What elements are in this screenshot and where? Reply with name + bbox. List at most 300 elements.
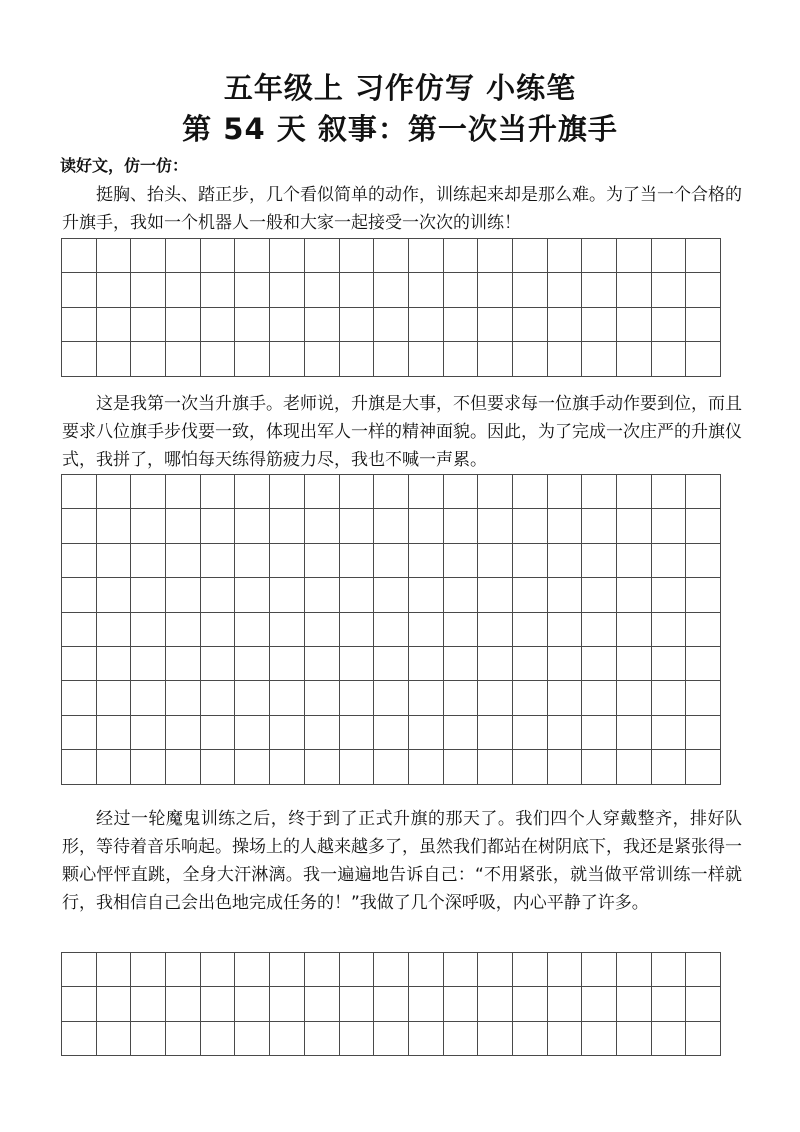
grid-cell[interactable]: [270, 342, 305, 376]
grid-cell[interactable]: [339, 953, 374, 987]
grid-cell[interactable]: [166, 612, 201, 646]
grid-cell[interactable]: [408, 750, 443, 784]
grid-cell[interactable]: [651, 273, 686, 307]
grid-cell[interactable]: [582, 681, 617, 715]
grid-cell[interactable]: [443, 239, 478, 273]
grid-cell[interactable]: [270, 475, 305, 509]
grid-cell[interactable]: [651, 578, 686, 612]
grid-cell[interactable]: [131, 646, 166, 680]
grid-cell[interactable]: [547, 475, 582, 509]
grid-cell[interactable]: [651, 475, 686, 509]
grid-cell[interactable]: [235, 681, 270, 715]
grid-cell[interactable]: [686, 475, 721, 509]
grid-cell[interactable]: [96, 307, 131, 341]
grid-cell[interactable]: [443, 646, 478, 680]
grid-cell[interactable]: [478, 509, 513, 543]
grid-cell[interactable]: [582, 509, 617, 543]
grid-cell[interactable]: [512, 509, 547, 543]
grid-cell[interactable]: [408, 509, 443, 543]
grid-cell[interactable]: [617, 1021, 652, 1055]
grid-cell[interactable]: [96, 715, 131, 749]
grid-cell[interactable]: [478, 715, 513, 749]
grid-cell[interactable]: [408, 273, 443, 307]
grid-cell[interactable]: [512, 307, 547, 341]
grid-cell[interactable]: [96, 239, 131, 273]
grid-cell[interactable]: [374, 750, 409, 784]
grid-cell[interactable]: [617, 646, 652, 680]
grid-cell[interactable]: [270, 543, 305, 577]
grid-cell[interactable]: [200, 543, 235, 577]
grid-cell[interactable]: [617, 681, 652, 715]
grid-cell[interactable]: [617, 475, 652, 509]
grid-cell[interactable]: [270, 646, 305, 680]
grid-cell[interactable]: [512, 273, 547, 307]
grid-cell[interactable]: [374, 953, 409, 987]
grid-cell[interactable]: [582, 543, 617, 577]
grid-cell[interactable]: [96, 475, 131, 509]
grid-cell[interactable]: [270, 750, 305, 784]
grid-cell[interactable]: [443, 715, 478, 749]
grid-cell[interactable]: [96, 342, 131, 376]
grid-cell[interactable]: [408, 543, 443, 577]
grid-cell[interactable]: [200, 273, 235, 307]
grid-cell[interactable]: [374, 239, 409, 273]
grid-cell[interactable]: [166, 307, 201, 341]
grid-cell[interactable]: [131, 715, 166, 749]
grid-cell[interactable]: [443, 273, 478, 307]
grid-cell[interactable]: [408, 646, 443, 680]
grid-cell[interactable]: [374, 987, 409, 1021]
grid-cell[interactable]: [582, 307, 617, 341]
grid-cell[interactable]: [304, 273, 339, 307]
grid-cell[interactable]: [478, 578, 513, 612]
grid-cell[interactable]: [408, 307, 443, 341]
grid-cell[interactable]: [339, 646, 374, 680]
grid-cell[interactable]: [617, 612, 652, 646]
grid-cell[interactable]: [686, 681, 721, 715]
grid-cell[interactable]: [651, 1021, 686, 1055]
grid-cell[interactable]: [374, 612, 409, 646]
grid-cell[interactable]: [270, 509, 305, 543]
grid-cell[interactable]: [235, 750, 270, 784]
grid-cell[interactable]: [478, 750, 513, 784]
grid-cell[interactable]: [166, 646, 201, 680]
grid-cell[interactable]: [512, 239, 547, 273]
grid-cell[interactable]: [512, 475, 547, 509]
grid-cell[interactable]: [478, 239, 513, 273]
grid-cell[interactable]: [512, 646, 547, 680]
grid-cell[interactable]: [547, 750, 582, 784]
grid-cell[interactable]: [374, 1021, 409, 1055]
grid-cell[interactable]: [582, 612, 617, 646]
grid-cell[interactable]: [96, 273, 131, 307]
grid-cell[interactable]: [547, 239, 582, 273]
grid-cell[interactable]: [582, 750, 617, 784]
grid-cell[interactable]: [547, 1021, 582, 1055]
grid-cell[interactable]: [582, 953, 617, 987]
grid-cell[interactable]: [617, 750, 652, 784]
grid-cell[interactable]: [270, 953, 305, 987]
grid-cell[interactable]: [547, 646, 582, 680]
grid-cell[interactable]: [235, 578, 270, 612]
grid-cell[interactable]: [651, 646, 686, 680]
grid-cell[interactable]: [96, 646, 131, 680]
grid-cell[interactable]: [686, 612, 721, 646]
grid-cell[interactable]: [617, 578, 652, 612]
grid-cell[interactable]: [235, 1021, 270, 1055]
grid-cell[interactable]: [166, 342, 201, 376]
grid-cell[interactable]: [270, 715, 305, 749]
grid-cell[interactable]: [686, 273, 721, 307]
grid-cell[interactable]: [96, 750, 131, 784]
grid-cell[interactable]: [547, 307, 582, 341]
grid-cell[interactable]: [374, 578, 409, 612]
grid-cell[interactable]: [235, 715, 270, 749]
grid-cell[interactable]: [512, 953, 547, 987]
grid-cell[interactable]: [131, 578, 166, 612]
grid-cell[interactable]: [686, 953, 721, 987]
grid-cell[interactable]: [304, 475, 339, 509]
grid-cell[interactable]: [62, 612, 97, 646]
grid-cell[interactable]: [62, 273, 97, 307]
grid-cell[interactable]: [547, 509, 582, 543]
grid-cell[interactable]: [443, 342, 478, 376]
grid-cell[interactable]: [512, 612, 547, 646]
grid-cell[interactable]: [62, 578, 97, 612]
grid-cell[interactable]: [478, 307, 513, 341]
grid-cell[interactable]: [512, 578, 547, 612]
grid-cell[interactable]: [443, 953, 478, 987]
grid-cell[interactable]: [686, 342, 721, 376]
grid-cell[interactable]: [166, 750, 201, 784]
grid-cell[interactable]: [686, 1021, 721, 1055]
grid-cell[interactable]: [374, 307, 409, 341]
grid-cell[interactable]: [304, 239, 339, 273]
grid-cell[interactable]: [235, 273, 270, 307]
grid-cell[interactable]: [374, 681, 409, 715]
grid-cell[interactable]: [547, 681, 582, 715]
grid-cell[interactable]: [304, 750, 339, 784]
grid-cell[interactable]: [96, 953, 131, 987]
grid-cell[interactable]: [408, 578, 443, 612]
grid-cell[interactable]: [166, 273, 201, 307]
grid-cell[interactable]: [62, 239, 97, 273]
grid-cell[interactable]: [582, 715, 617, 749]
grid-cell[interactable]: [200, 681, 235, 715]
grid-cell[interactable]: [478, 681, 513, 715]
grid-cell[interactable]: [96, 578, 131, 612]
grid-cell[interactable]: [339, 475, 374, 509]
grid-cell[interactable]: [408, 953, 443, 987]
grid-cell[interactable]: [686, 646, 721, 680]
grid-cell[interactable]: [478, 1021, 513, 1055]
grid-cell[interactable]: [166, 578, 201, 612]
grid-cell[interactable]: [166, 681, 201, 715]
grid-cell[interactable]: [270, 681, 305, 715]
grid-cell[interactable]: [166, 543, 201, 577]
grid-cell[interactable]: [304, 342, 339, 376]
grid-cell[interactable]: [200, 612, 235, 646]
grid-cell[interactable]: [131, 307, 166, 341]
grid-cell[interactable]: [582, 1021, 617, 1055]
grid-cell[interactable]: [686, 239, 721, 273]
grid-cell[interactable]: [339, 715, 374, 749]
grid-cell[interactable]: [200, 987, 235, 1021]
grid-cell[interactable]: [547, 273, 582, 307]
grid-cell[interactable]: [582, 578, 617, 612]
grid-cell[interactable]: [62, 987, 97, 1021]
grid-cell[interactable]: [200, 239, 235, 273]
writing-grid-3[interactable]: [61, 952, 721, 1056]
grid-cell[interactable]: [686, 987, 721, 1021]
grid-cell[interactable]: [339, 509, 374, 543]
grid-cell[interactable]: [408, 342, 443, 376]
grid-cell[interactable]: [408, 715, 443, 749]
grid-cell[interactable]: [374, 342, 409, 376]
grid-cell[interactable]: [651, 543, 686, 577]
grid-cell[interactable]: [166, 239, 201, 273]
grid-cell[interactable]: [408, 1021, 443, 1055]
grid-cell[interactable]: [131, 612, 166, 646]
grid-cell[interactable]: [478, 953, 513, 987]
grid-cell[interactable]: [339, 612, 374, 646]
grid-cell[interactable]: [512, 987, 547, 1021]
grid-cell[interactable]: [200, 646, 235, 680]
grid-cell[interactable]: [270, 578, 305, 612]
grid-cell[interactable]: [478, 273, 513, 307]
grid-cell[interactable]: [651, 987, 686, 1021]
grid-cell[interactable]: [651, 509, 686, 543]
grid-cell[interactable]: [686, 509, 721, 543]
grid-cell[interactable]: [478, 646, 513, 680]
grid-cell[interactable]: [651, 307, 686, 341]
grid-cell[interactable]: [235, 475, 270, 509]
grid-cell[interactable]: [339, 750, 374, 784]
grid-cell[interactable]: [131, 681, 166, 715]
grid-cell[interactable]: [408, 681, 443, 715]
grid-cell[interactable]: [512, 1021, 547, 1055]
grid-cell[interactable]: [651, 612, 686, 646]
grid-cell[interactable]: [131, 509, 166, 543]
grid-cell[interactable]: [617, 953, 652, 987]
grid-cell[interactable]: [339, 342, 374, 376]
grid-cell[interactable]: [200, 1021, 235, 1055]
grid-cell[interactable]: [96, 612, 131, 646]
grid-cell[interactable]: [131, 342, 166, 376]
grid-cell[interactable]: [443, 543, 478, 577]
writing-grid-2[interactable]: [61, 474, 721, 785]
grid-cell[interactable]: [617, 307, 652, 341]
grid-cell[interactable]: [478, 612, 513, 646]
grid-cell[interactable]: [235, 307, 270, 341]
grid-cell[interactable]: [304, 578, 339, 612]
grid-cell[interactable]: [96, 987, 131, 1021]
grid-cell[interactable]: [200, 750, 235, 784]
grid-cell[interactable]: [200, 578, 235, 612]
grid-cell[interactable]: [62, 342, 97, 376]
grid-cell[interactable]: [547, 578, 582, 612]
grid-cell[interactable]: [62, 715, 97, 749]
grid-cell[interactable]: [131, 273, 166, 307]
grid-cell[interactable]: [443, 578, 478, 612]
grid-cell[interactable]: [62, 953, 97, 987]
grid-cell[interactable]: [686, 307, 721, 341]
grid-cell[interactable]: [374, 509, 409, 543]
grid-cell[interactable]: [547, 987, 582, 1021]
grid-cell[interactable]: [131, 475, 166, 509]
grid-cell[interactable]: [235, 646, 270, 680]
grid-cell[interactable]: [512, 543, 547, 577]
grid-cell[interactable]: [617, 543, 652, 577]
grid-cell[interactable]: [478, 342, 513, 376]
grid-cell[interactable]: [166, 987, 201, 1021]
grid-cell[interactable]: [62, 750, 97, 784]
grid-cell[interactable]: [131, 987, 166, 1021]
grid-cell[interactable]: [374, 475, 409, 509]
grid-cell[interactable]: [62, 1021, 97, 1055]
grid-cell[interactable]: [443, 612, 478, 646]
grid-cell[interactable]: [339, 273, 374, 307]
grid-cell[interactable]: [582, 342, 617, 376]
grid-cell[interactable]: [200, 307, 235, 341]
grid-cell[interactable]: [512, 342, 547, 376]
grid-cell[interactable]: [304, 715, 339, 749]
grid-cell[interactable]: [62, 543, 97, 577]
grid-cell[interactable]: [443, 307, 478, 341]
grid-cell[interactable]: [582, 239, 617, 273]
grid-cell[interactable]: [478, 475, 513, 509]
grid-cell[interactable]: [547, 953, 582, 987]
grid-cell[interactable]: [374, 715, 409, 749]
grid-cell[interactable]: [304, 646, 339, 680]
grid-cell[interactable]: [200, 475, 235, 509]
grid-cell[interactable]: [166, 953, 201, 987]
grid-cell[interactable]: [62, 307, 97, 341]
grid-cell[interactable]: [96, 543, 131, 577]
grid-cell[interactable]: [617, 509, 652, 543]
grid-cell[interactable]: [443, 475, 478, 509]
grid-cell[interactable]: [270, 239, 305, 273]
grid-cell[interactable]: [166, 715, 201, 749]
grid-cell[interactable]: [651, 750, 686, 784]
grid-cell[interactable]: [617, 239, 652, 273]
grid-cell[interactable]: [339, 239, 374, 273]
grid-cell[interactable]: [443, 987, 478, 1021]
writing-grid-1[interactable]: [61, 238, 721, 377]
grid-cell[interactable]: [304, 681, 339, 715]
grid-cell[interactable]: [96, 509, 131, 543]
grid-cell[interactable]: [478, 543, 513, 577]
grid-cell[interactable]: [235, 509, 270, 543]
grid-cell[interactable]: [443, 509, 478, 543]
grid-cell[interactable]: [374, 273, 409, 307]
grid-cell[interactable]: [166, 1021, 201, 1055]
grid-cell[interactable]: [235, 612, 270, 646]
grid-cell[interactable]: [200, 342, 235, 376]
grid-cell[interactable]: [408, 612, 443, 646]
grid-cell[interactable]: [200, 953, 235, 987]
grid-cell[interactable]: [339, 578, 374, 612]
grid-cell[interactable]: [304, 1021, 339, 1055]
grid-cell[interactable]: [62, 681, 97, 715]
grid-cell[interactable]: [651, 953, 686, 987]
grid-cell[interactable]: [408, 475, 443, 509]
grid-cell[interactable]: [686, 750, 721, 784]
grid-cell[interactable]: [131, 750, 166, 784]
grid-cell[interactable]: [408, 239, 443, 273]
grid-cell[interactable]: [339, 987, 374, 1021]
grid-cell[interactable]: [304, 509, 339, 543]
grid-cell[interactable]: [512, 715, 547, 749]
grid-cell[interactable]: [339, 681, 374, 715]
grid-cell[interactable]: [339, 543, 374, 577]
grid-cell[interactable]: [304, 307, 339, 341]
grid-cell[interactable]: [270, 307, 305, 341]
grid-cell[interactable]: [651, 239, 686, 273]
grid-cell[interactable]: [617, 987, 652, 1021]
grid-cell[interactable]: [166, 475, 201, 509]
grid-cell[interactable]: [686, 543, 721, 577]
grid-cell[interactable]: [270, 612, 305, 646]
grid-cell[interactable]: [512, 681, 547, 715]
grid-cell[interactable]: [235, 342, 270, 376]
grid-cell[interactable]: [304, 953, 339, 987]
grid-cell[interactable]: [547, 342, 582, 376]
grid-cell[interactable]: [131, 543, 166, 577]
grid-cell[interactable]: [651, 342, 686, 376]
grid-cell[interactable]: [339, 307, 374, 341]
grid-cell[interactable]: [304, 543, 339, 577]
grid-cell[interactable]: [166, 509, 201, 543]
grid-cell[interactable]: [131, 953, 166, 987]
grid-cell[interactable]: [304, 612, 339, 646]
grid-cell[interactable]: [200, 715, 235, 749]
grid-cell[interactable]: [235, 953, 270, 987]
grid-cell[interactable]: [304, 987, 339, 1021]
grid-cell[interactable]: [582, 273, 617, 307]
grid-cell[interactable]: [96, 1021, 131, 1055]
grid-cell[interactable]: [547, 612, 582, 646]
grid-cell[interactable]: [547, 543, 582, 577]
grid-cell[interactable]: [270, 987, 305, 1021]
grid-cell[interactable]: [582, 475, 617, 509]
grid-cell[interactable]: [131, 1021, 166, 1055]
grid-cell[interactable]: [374, 646, 409, 680]
grid-cell[interactable]: [686, 715, 721, 749]
grid-cell[interactable]: [443, 1021, 478, 1055]
grid-cell[interactable]: [200, 509, 235, 543]
grid-cell[interactable]: [617, 273, 652, 307]
grid-cell[interactable]: [547, 715, 582, 749]
grid-cell[interactable]: [235, 239, 270, 273]
grid-cell[interactable]: [617, 715, 652, 749]
grid-cell[interactable]: [62, 509, 97, 543]
grid-cell[interactable]: [443, 681, 478, 715]
grid-cell[interactable]: [617, 342, 652, 376]
grid-cell[interactable]: [62, 646, 97, 680]
grid-cell[interactable]: [235, 987, 270, 1021]
grid-cell[interactable]: [270, 1021, 305, 1055]
grid-cell[interactable]: [651, 681, 686, 715]
grid-cell[interactable]: [582, 646, 617, 680]
grid-cell[interactable]: [512, 750, 547, 784]
grid-cell[interactable]: [131, 239, 166, 273]
grid-cell[interactable]: [686, 578, 721, 612]
grid-cell[interactable]: [374, 543, 409, 577]
grid-cell[interactable]: [651, 715, 686, 749]
grid-cell[interactable]: [478, 987, 513, 1021]
grid-cell[interactable]: [270, 273, 305, 307]
